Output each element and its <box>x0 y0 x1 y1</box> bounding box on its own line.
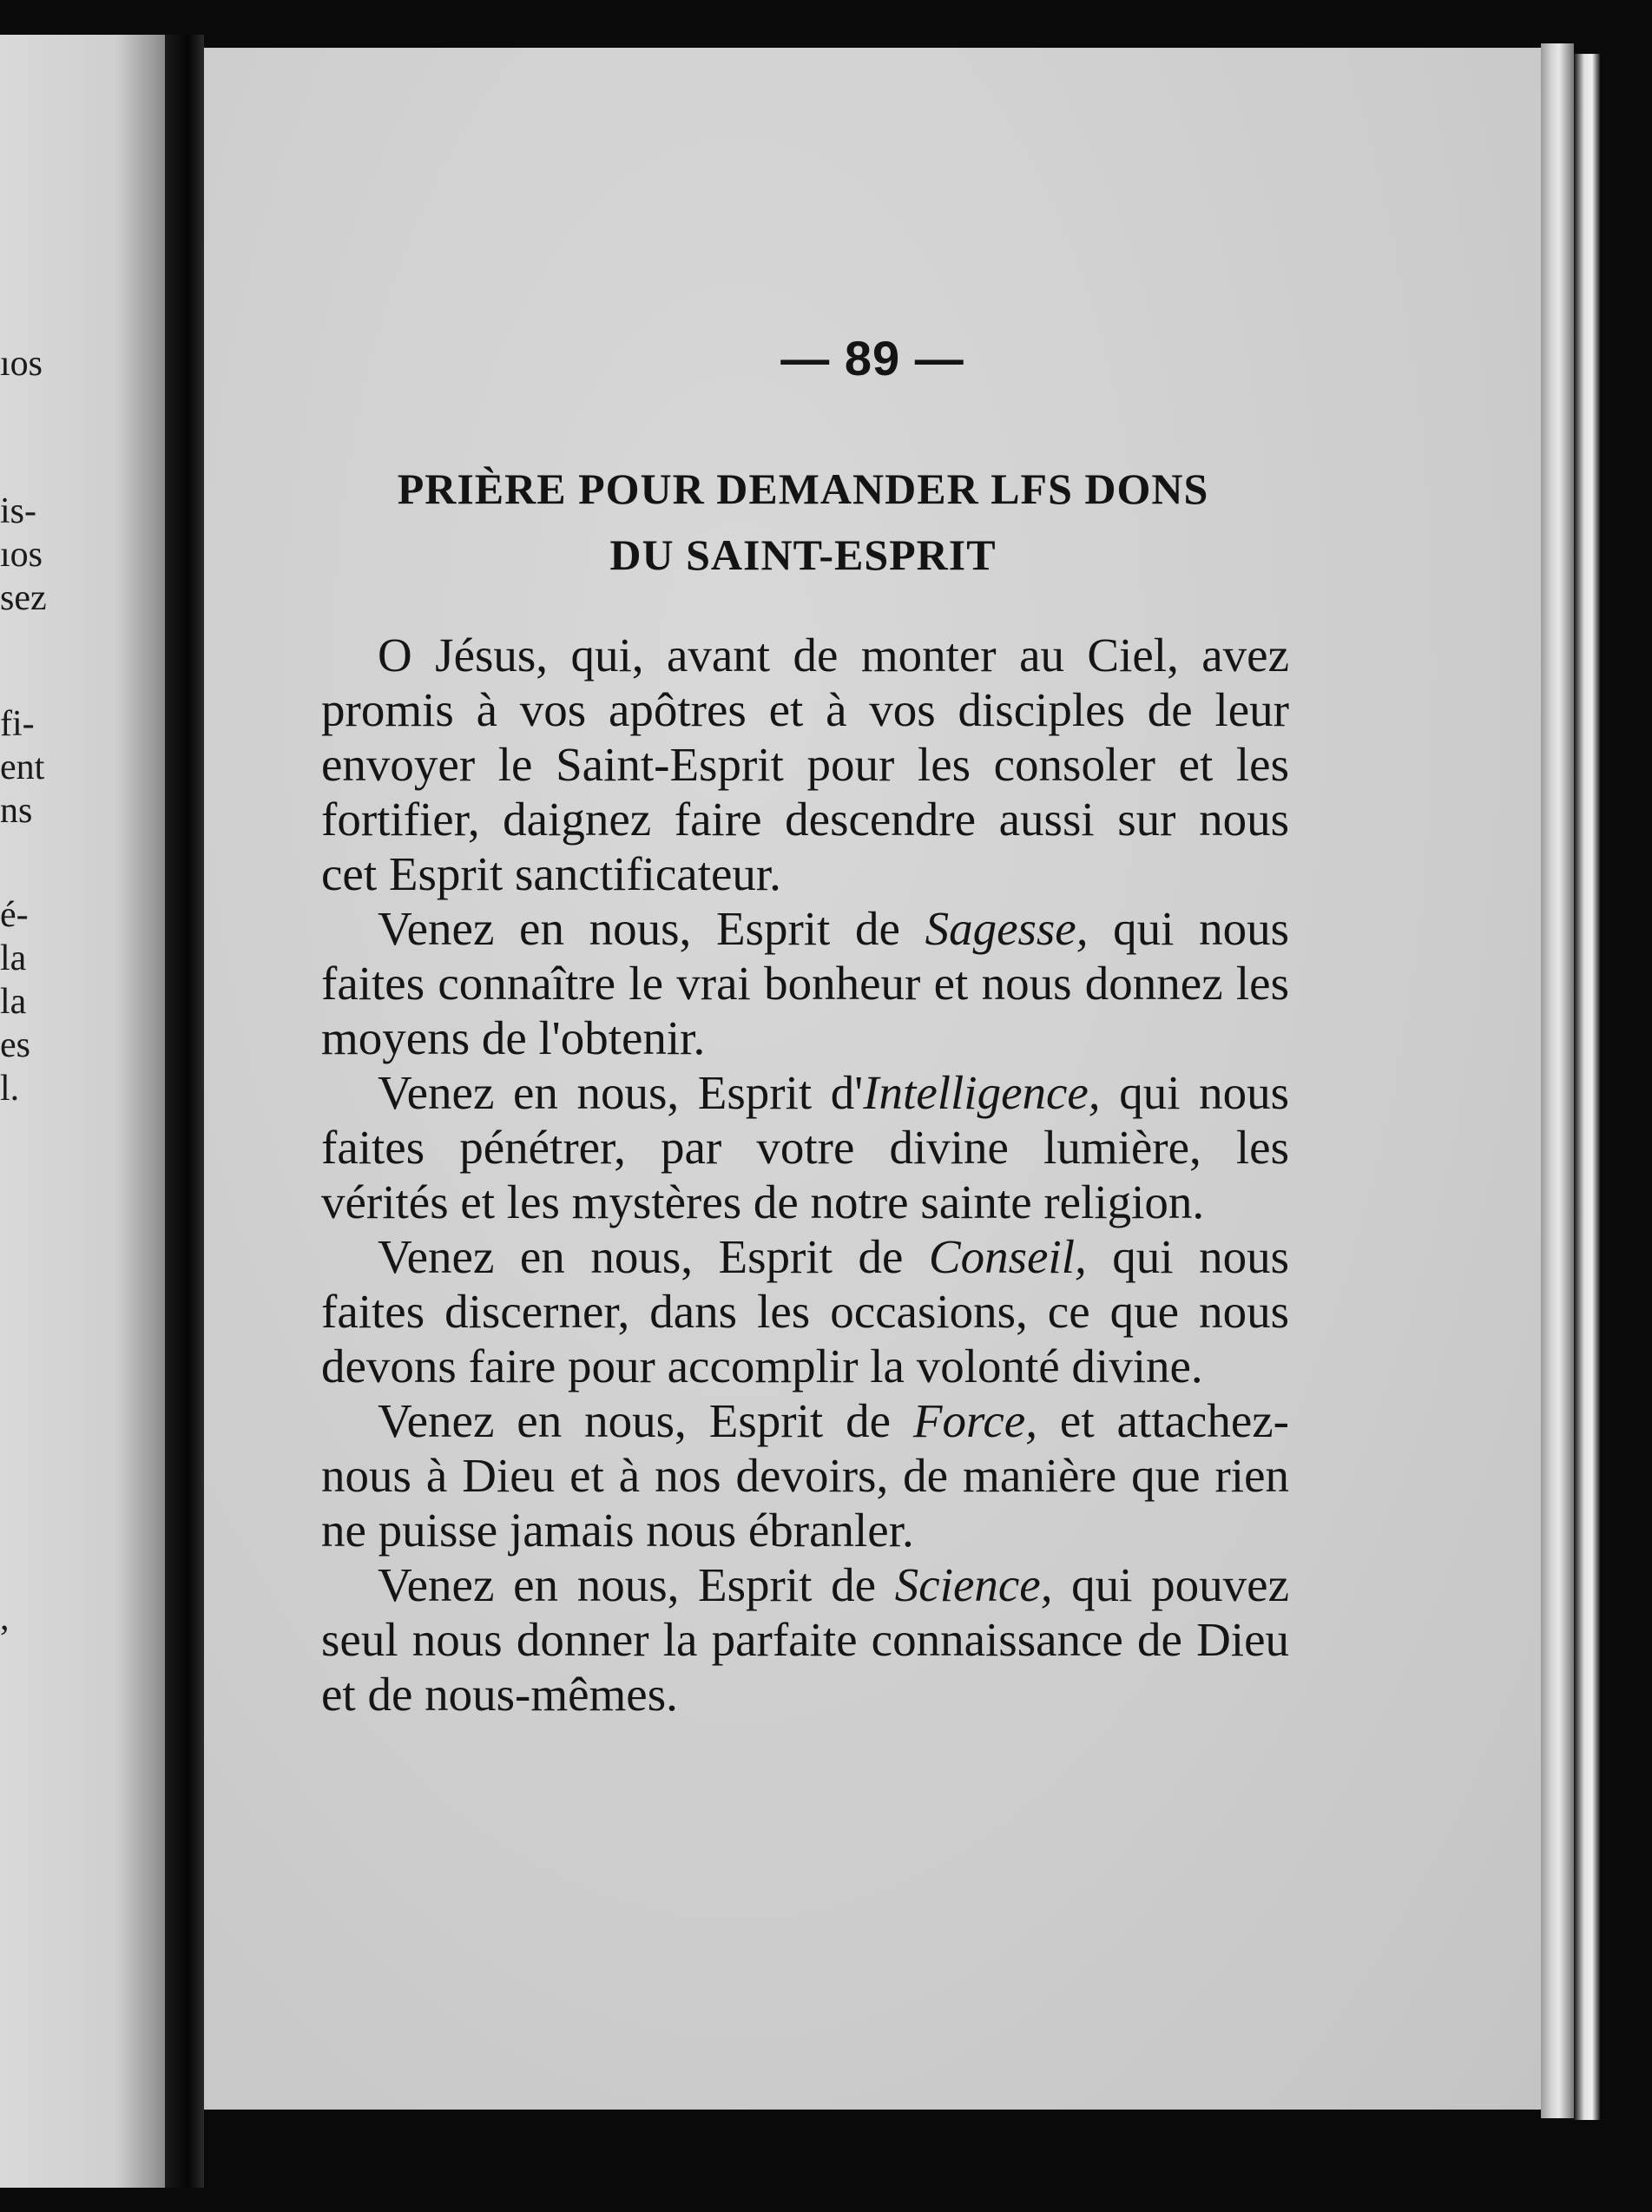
left-facing-page <box>0 35 165 2188</box>
paragraph-text: Venez en nous, Esprit d' <box>378 1066 864 1119</box>
title-line-1: PRIÈRE POUR DEMANDER LFS DONS <box>397 464 1209 513</box>
paragraph <box>321 628 1289 901</box>
left-fragment: sez <box>0 578 47 618</box>
left-fragment: is- <box>0 491 36 531</box>
right-page <box>204 48 1541 2110</box>
left-fragment: la <box>0 938 27 978</box>
left-fragment: ıos <box>0 535 43 575</box>
paragraph <box>321 901 1289 1065</box>
left-fragment: , <box>0 1598 10 1638</box>
gift-name: Intelligence, <box>863 1066 1101 1119</box>
paragraph-text: qui pouvez seul nous donner la parfaite connaissance de Dieu et de nous-mêmes. <box>321 1558 1289 1721</box>
paragraph-text: qui nous faites pénétrer, par votre divine lumière, les vérités et les mystères de notre sainte religion. <box>321 1066 1289 1228</box>
left-fragment: la <box>0 982 27 1022</box>
page-stack-edge <box>1541 43 1574 2118</box>
title-line-2: DU SAINT-ESPRIT <box>609 530 997 579</box>
paragraph-text: qui nous faites discerner, dans les occasions, ce que nous devons faire pour accomplir la volonté divine. <box>321 1230 1289 1392</box>
book-gutter <box>165 35 204 2188</box>
gift-name: Conseil, <box>928 1230 1087 1283</box>
left-fragment: é- <box>0 895 29 935</box>
page-number: — 89 — <box>780 331 964 385</box>
paragraph-text: Venez en nous, Esprit de <box>378 1394 913 1447</box>
paragraph-text: Venez en nous, Esprit de <box>378 1230 929 1283</box>
left-fragment: ıos <box>0 344 43 384</box>
left-fragment: fi- <box>0 704 35 744</box>
paragraph <box>321 1557 1289 1722</box>
left-fragment: es <box>0 1025 30 1065</box>
paragraph-text: Venez en nous, Esprit de <box>378 902 925 955</box>
paragraph-text: O Jésus, qui, avant de monter au Ciel, avez promis à vos apôtres et à vos disciples de leur envoyer le Saint-Esprit pour les consoler et les fortifier, daignez faire descendre aussi sur nous cet Esprit sanctificateur. <box>321 629 1289 900</box>
paragraph-text: Venez en nous, Esprit de <box>378 1558 895 1611</box>
page-stack-edge <box>1574 54 1600 2120</box>
paragraph <box>321 1065 1289 1229</box>
gift-name: Sagesse, <box>925 902 1089 955</box>
prayer-title <box>308 456 1298 588</box>
paragraph <box>321 1393 1289 1557</box>
gift-name: Science, <box>894 1558 1053 1611</box>
prayer-body <box>321 628 1289 1722</box>
paragraph-text: qui nous faites connaître le vrai bonheur et nous donnez les moyens de l'obtenir. <box>321 902 1289 1064</box>
left-fragment: ent <box>0 747 45 787</box>
gift-name: Force, <box>912 1394 1037 1447</box>
left-fragment: ns <box>0 791 33 831</box>
paragraph <box>321 1229 1289 1393</box>
paragraph-text: et attachez-nous à Dieu et à nos devoirs, de manière que rien ne puisse jamais nous ébranler. <box>321 1394 1289 1557</box>
left-fragment: l. <box>0 1069 20 1109</box>
